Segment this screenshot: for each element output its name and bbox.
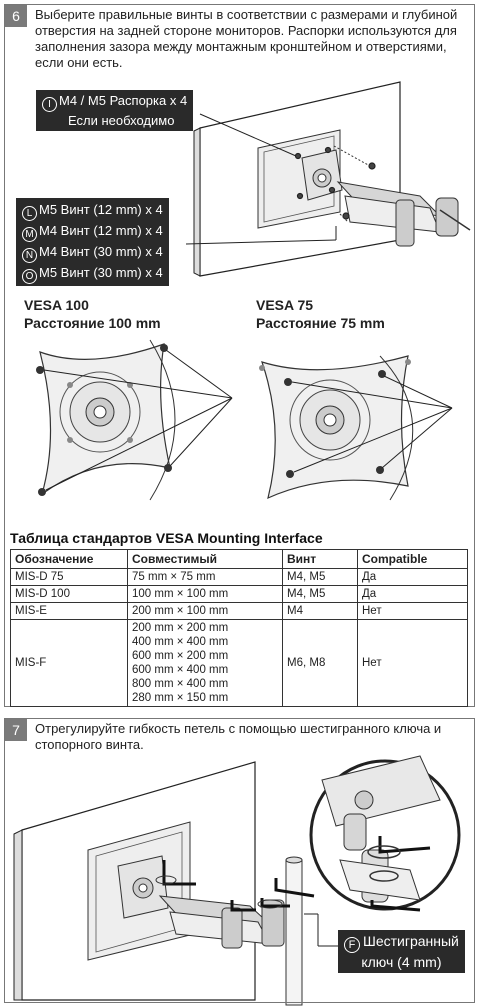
cell-compatible: Нет [358,603,468,620]
size-line: 400 mm × 400 mm [132,636,229,648]
vesa100-line1: VESA 100 [24,297,89,313]
size-line: 280 mm × 150 mm [132,692,229,704]
screw-label-n: M4 Винт (30 mm) x 4 [39,244,163,259]
letter-n-icon: N [22,248,37,263]
col-header-name: Обозначение [11,550,128,569]
size-line: 600 mm × 400 mm [132,664,229,676]
cell-sizes: 100 mm × 100 mm [128,586,283,603]
vesa75-line2: Расстояние 75 mm [256,315,385,331]
cell-compatible: Нет [358,620,468,707]
cell-compatible: Да [358,569,468,586]
hex-key-line1: Шестигранный [363,933,459,949]
spacer-label [36,90,193,131]
cell-name: MIS-D 75 [11,569,128,586]
letter-l-icon: L [22,206,37,221]
screw-label-m: M4 Винт (12 mm) x 4 [39,223,163,238]
table-row [11,586,468,603]
spacer-label-line2: Если необходимо [68,113,175,128]
cell-screw: M4 [283,603,358,620]
letter-i-icon: I [42,97,57,112]
cell-screw: M4, M5 [283,586,358,603]
step-instruction: Отрегулируйте гибкость петель с помощью шестигранного ключа и стопорного винта. [35,721,442,752]
table-row [11,603,468,620]
table-header-row [11,550,468,569]
vesa75-title [256,296,385,332]
col-header-compatible: Compatible [358,550,468,569]
size-line: 800 mm × 400 mm [132,678,229,690]
cell-sizes [128,620,283,707]
col-header-screw: Винт [283,550,358,569]
table-row [11,620,468,707]
step-number: 7 [5,719,27,741]
step-instruction: Выберите правильные винты в соответствии с размерами и глубиной отверстия на задней стороне мониторов. Распорки используются для заполнения зазора между монтажным кронштейном и отверстиями, если они есть. [35,7,458,70]
letter-m-icon: M [22,227,37,242]
cell-sizes: 200 mm × 100 mm [128,603,283,620]
step-number: 6 [5,5,27,27]
cell-screw: M4, M5 [283,569,358,586]
vesa75-line1: VESA 75 [256,297,314,313]
table-row [11,569,468,586]
vesa100-title [24,296,161,332]
screw-labels [16,198,169,286]
hex-key-line2: ключ (4 mm) [361,954,442,970]
cell-name: MIS-D 100 [11,586,128,603]
letter-o-icon: O [22,269,37,284]
col-header-sizes: Совместимый [128,550,283,569]
letter-f-icon: F [344,937,360,953]
hex-key-label [338,930,465,973]
vesa-standards-table [10,549,468,707]
cell-name: MIS-F [11,620,128,707]
size-line: 200 mm × 200 mm [132,622,229,634]
cell-screw: M6, M8 [283,620,358,707]
screw-label-l: M5 Винт (12 mm) x 4 [39,202,163,217]
spacer-label-line1: M4 / M5 Распорка x 4 [59,93,188,108]
cell-compatible: Да [358,586,468,603]
screw-label-o: M5 Винт (30 mm) x 4 [39,265,163,280]
cell-name: MIS-E [11,603,128,620]
size-line: 600 mm × 200 mm [132,650,229,662]
cell-sizes: 75 mm × 75 mm [128,569,283,586]
vesa100-line2: Расстояние 100 mm [24,315,161,331]
table-title: Таблица стандартов VESA Mounting Interface [10,530,323,546]
